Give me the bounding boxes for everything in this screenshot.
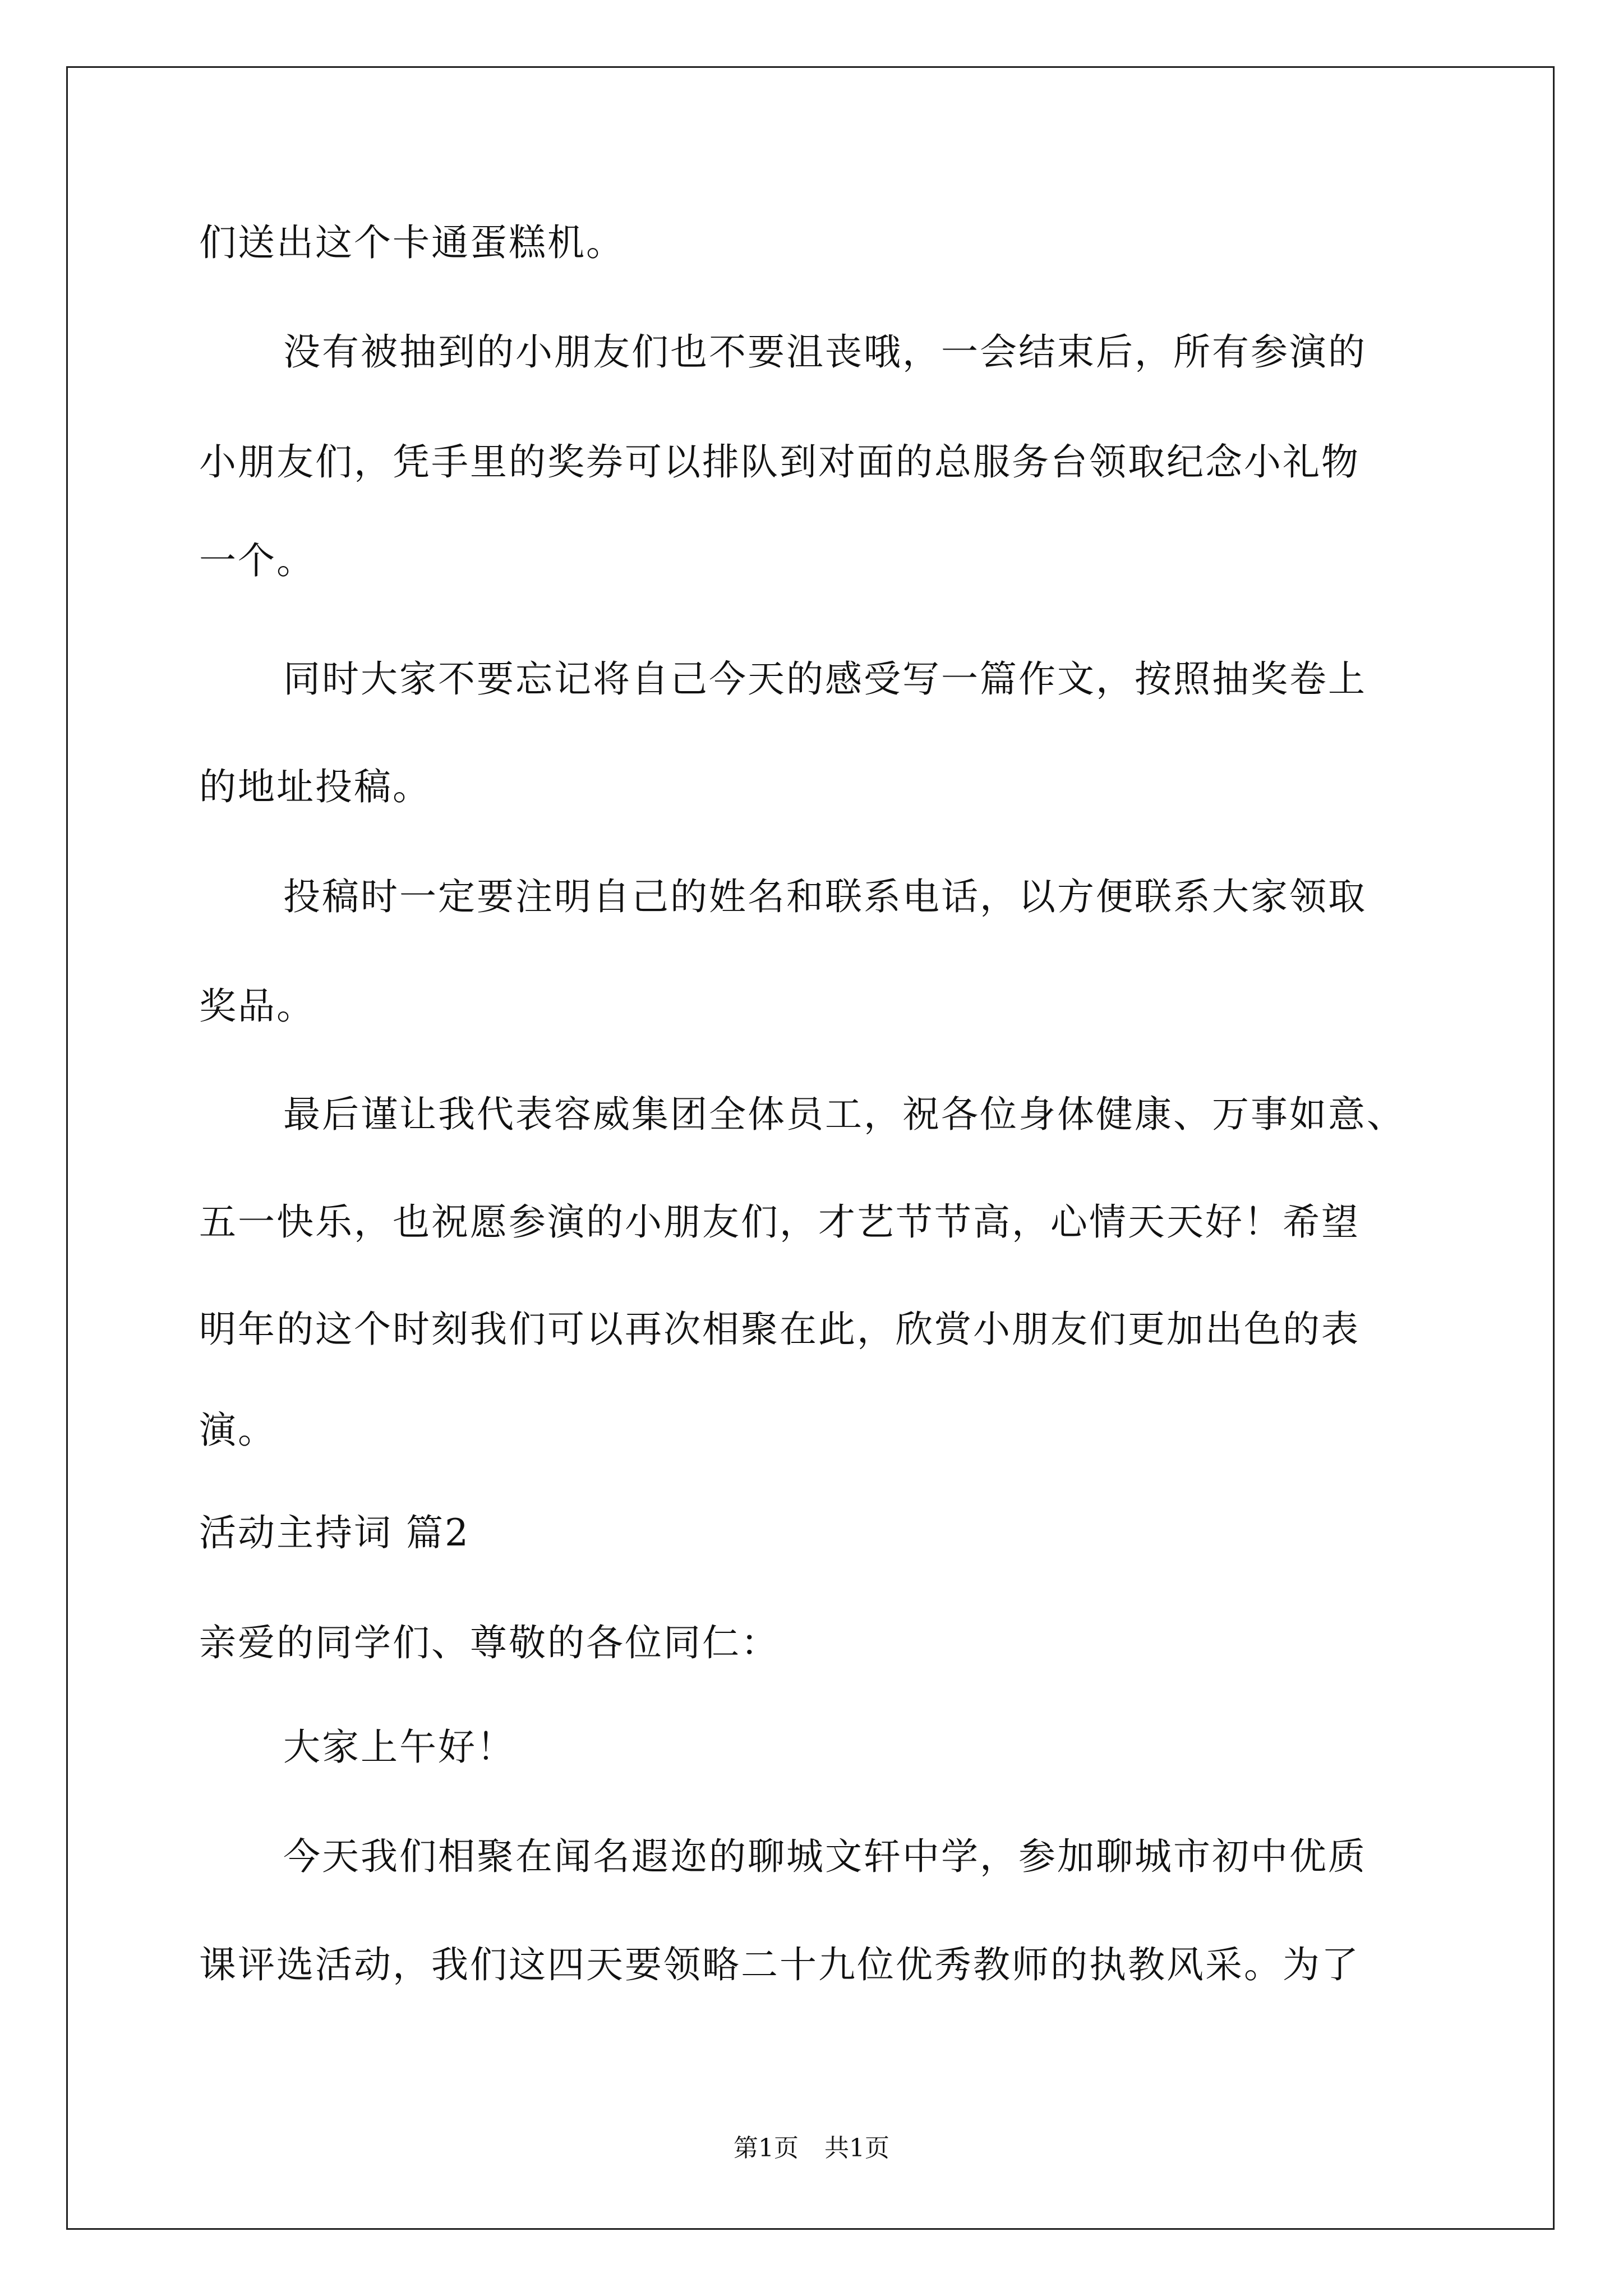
text-line: 明年的这个时刻我们可以再次相聚在此，欣赏小朋友们更加出色的表 — [199, 1308, 1360, 1351]
text-line: 课评选活动，我们这四天要领略二十九位优秀教师的执教风采。为了 — [199, 1943, 1360, 1986]
salutation-line: 亲爱的同学们、尊敬的各位同仁： — [199, 1621, 780, 1664]
paragraph-line: 投稿时一定要注明自己的姓名和联系电话，以方便联系大家领取 — [283, 875, 1367, 918]
paragraph-line: 同时大家不要忘记将自己今天的感受写一篇作文，按照抽奖卷上 — [283, 657, 1367, 701]
paragraph-line: 没有被抽到的小朋友们也不要沮丧哦，一会结束后，所有参演的 — [283, 330, 1367, 374]
page-total-label: 共1页 — [824, 2134, 889, 2162]
text-line: 奖品。 — [199, 984, 315, 1028]
text-line-1: 们送出这个卡通蛋糕机。 — [199, 221, 625, 264]
text-line: 的地址投稿。 — [199, 765, 431, 808]
page-border — [66, 66, 1555, 2230]
greeting-line: 大家上午好！ — [283, 1726, 515, 1769]
text-line: 五一快乐，也祝愿参演的小朋友们，才艺节节高，心情天天好！希望 — [199, 1200, 1360, 1244]
text-line: 一个。 — [199, 539, 315, 582]
text-line: 演。 — [199, 1409, 276, 1452]
text-line: 小朋友们，凭手里的奖券可以排队到对面的总服务台领取纪念小礼物 — [199, 440, 1360, 484]
page-footer — [0, 2132, 1623, 2165]
paragraph-line: 最后谨让我代表容威集团全体员工，祝各位身体健康、万事如意、 — [283, 1093, 1405, 1136]
page-number-label: 第1页 — [734, 2134, 799, 2162]
section-heading: 活动主持词 篇2 — [199, 1511, 470, 1554]
paragraph-line: 今天我们相聚在闻名遐迩的聊城文轩中学，参加聊城市初中优质 — [283, 1835, 1367, 1878]
